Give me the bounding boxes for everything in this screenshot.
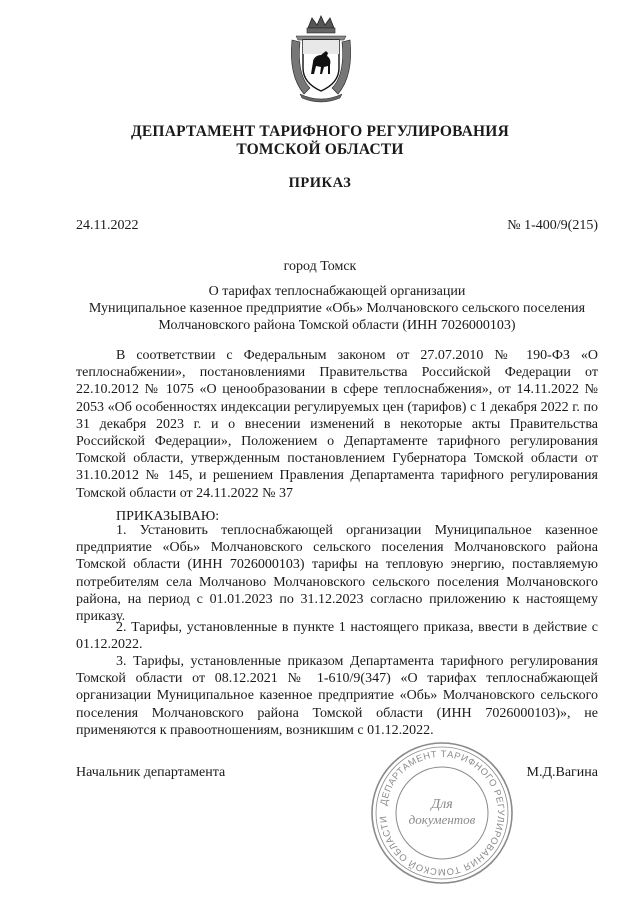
document-number: № 1-400/9(215) [507, 218, 598, 233]
signatory-name: М.Д.Вагина [526, 765, 598, 780]
order-heading: ПРИКАЗЫВАЮ: [116, 509, 220, 524]
subject-line: Молчановского района Томской области (ИНН 7026000103) [158, 318, 516, 333]
coat-of-arms-icon [286, 14, 356, 104]
document-type-title: ПРИКАЗ [288, 175, 352, 191]
preamble-text: В соответствии с Федеральным законом от 27.07.2010 № 190-ФЗ «О теплоснабжении», постановлениями Правительства Российской Федерации от 22.10.2012 № 1075 «О ценообразовании в сфере теплоснабжения», от 14.11.2022 № 2053 «Об особенностях индексации регулируемых цен (тарифов) с 1 декабря 2022 г. по 31 декабря 2023 г. и о внесении изменений в некоторые акты Правительства Российской Федерации», Положением о Департаменте тарифного регулирования Томской области, утвержденным постановлением Губернатора Томской области от 31.10.2012 № 145, и решением Правления Департамента тарифного регулирования Томской области от 24.11.2022 № 37 [76, 348, 598, 501]
subject-line: О тарифах теплоснабжающей организации [208, 284, 466, 299]
order-item-text: 3. Тарифы, установленные приказом Департамента тарифного регулирования Томской области от 08.12.2021 № 1-610/9(347) «О тарифах теплоснабжающей организации Муниципальное казенное предприятие «Обь» Молчановского сельского поселения Молчановского района Томской области (ИНН 7026000103)», не применяются к правоотношениям, возникшим с 01.12.2022. [76, 654, 598, 738]
issue-city: город Томск [283, 259, 357, 274]
stamp-center-text: Для [431, 797, 453, 812]
document-date: 24.11.2022 [76, 218, 139, 233]
stamp-ring-text: ДЕПАРТАМЕНТ ТАРИФНОГО РЕГУЛИРОВАНИЯ ТОМСКОЙ ОБЛАСТИ [376, 747, 508, 879]
order-item-2 [76, 619, 598, 653]
signatory-position: Начальник департамента [76, 765, 226, 780]
order-item-3 [76, 653, 598, 739]
stamp-center-text: документов [408, 812, 476, 827]
official-stamp [369, 740, 515, 886]
preamble-paragraph [76, 347, 598, 502]
order-item-1 [76, 522, 598, 625]
subject-line: Муниципальное казенное предприятие «Обь» Молчановского сельского поселения [88, 301, 586, 316]
order-item-text: 2. Тарифы, установленные в пункте 1 настоящего приказа, ввести в действие с 01.12.2022. [76, 620, 598, 653]
department-name-line2: ТОМСКОЙ ОБЛАСТИ [236, 141, 404, 158]
order-item-text: 1. Установить теплоснабжающей организации Муниципальное казенное предприятие «Обь» Молчановского сельского поселения Молчановского района Томской области (ИНН 7026000103) тарифы на тепловую энергию, поставляемую потребителям села Молчаново Молчановского сельского поселения Молчановского района, на период с 01.01.2023 по 31.12.2023 согласно приложению к настоящему приказу. [76, 523, 598, 625]
department-name-line1: ДЕПАРТАМЕНТ ТАРИФНОГО РЕГУЛИРОВАНИЯ [131, 123, 509, 140]
